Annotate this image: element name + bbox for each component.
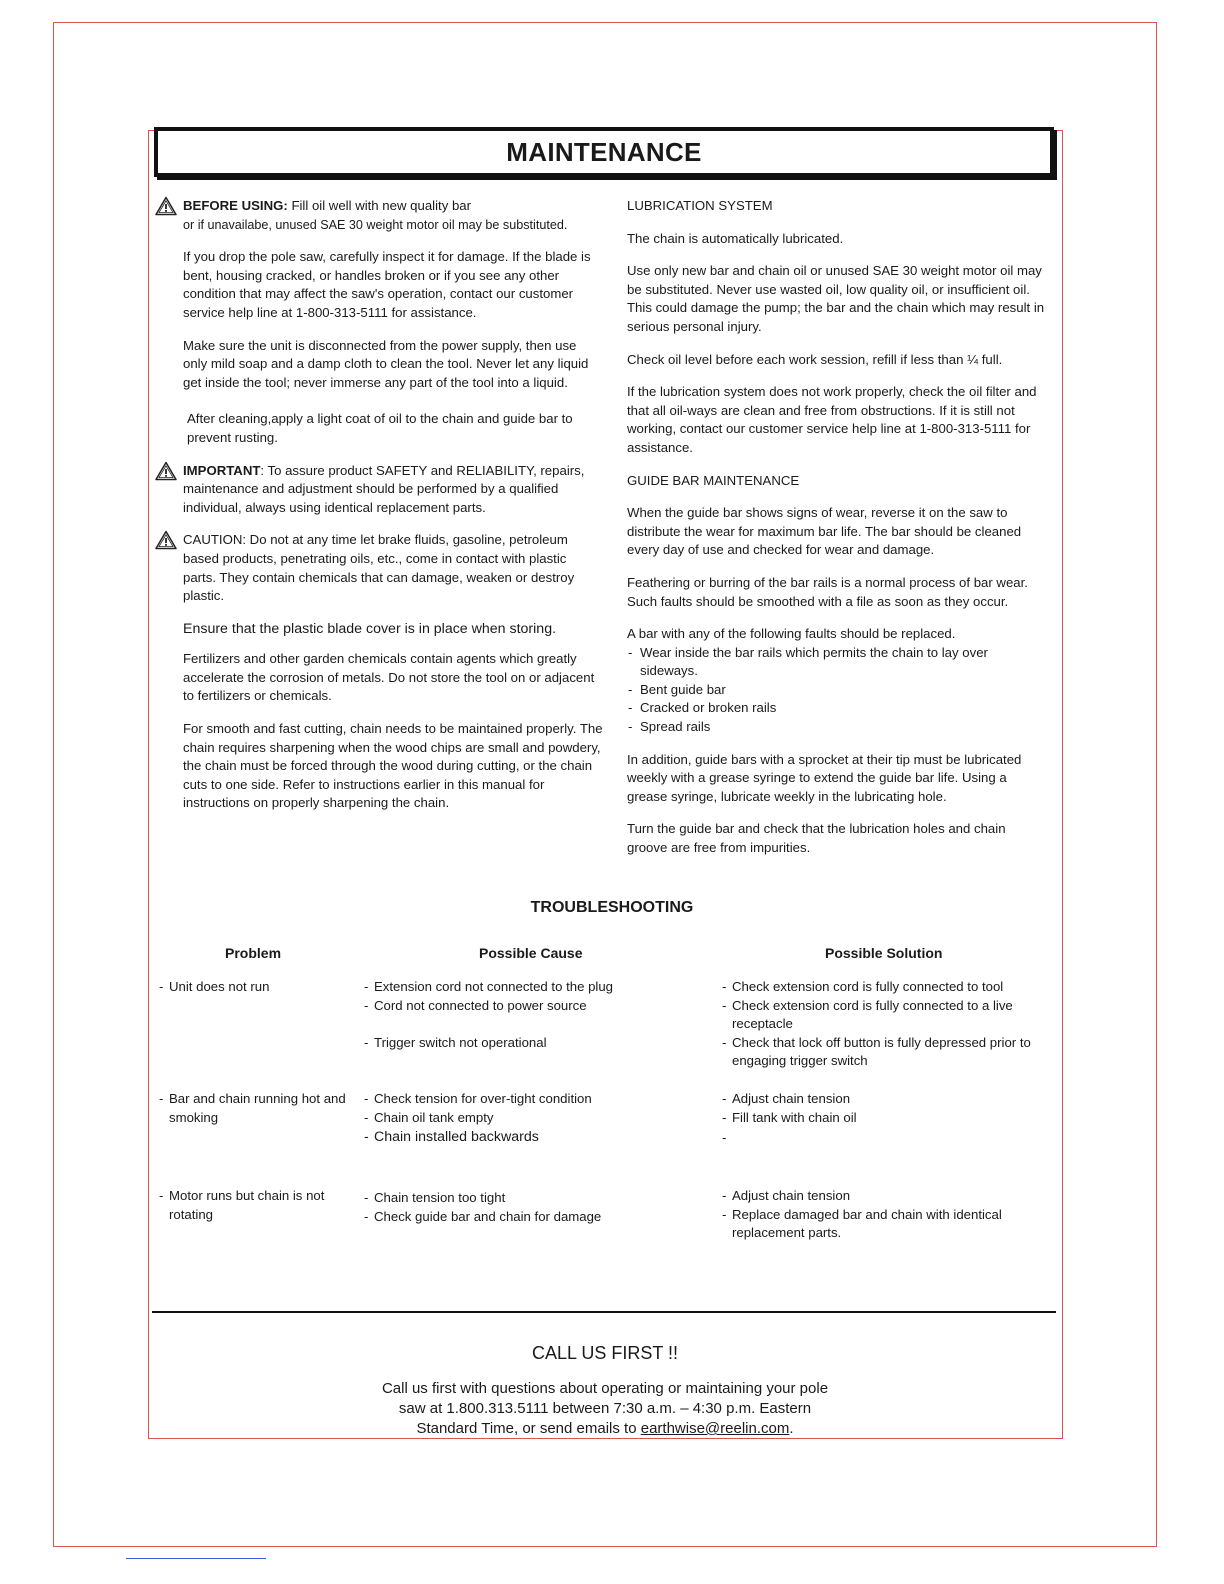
sprocket-text: In addition, guide bars with a sprocket at their tip must be lubricated weekly with a grease syringe to extend the guide bar life. Using a grease syringe, lubricate weekly in the lubricating hole.	[627, 751, 1022, 804]
problem-text: - Bar and chain running hot and smoking	[158, 1090, 348, 1127]
disconnect-paragraph: Make sure the unit is disconnected from the power supply, then use only mild soap and a damp cloth to clean the tool. Never let any liquid get inside the tool; never immerse any part of the tool into a liquid.	[183, 337, 589, 390]
solution-header: Possible Solution	[825, 945, 943, 961]
page-title: MAINTENANCE	[154, 127, 1054, 177]
table-row-problem	[158, 1187, 348, 1224]
table-row-problem	[158, 1090, 348, 1127]
use-only-oil-text: Use only new bar and chain oil or unused SAE 30 weight motor oil may be substituted. Never use wasted oil, low quality oil, or insufficient oil. This could damage the pump; the bar and the chain which may result in serious personal injury.	[627, 263, 1045, 334]
solution-item: - Adjust chain tension	[721, 1187, 1031, 1206]
fertilizer-paragraph: Fertilizers and other garden chemicals contain agents which greatly accelerate the corrosion of metals. Do not store the tool on or adjacent to fertilizers or chemicals.	[183, 651, 595, 704]
table-row-solutions	[721, 978, 1031, 1071]
solution-item: - Fill tank with chain oil	[721, 1109, 1031, 1128]
smooth-cutting-paragraph: For smooth and fast cutting, chain needs to be maintained properly. The chain requires sharpening when the wood chips are small and powdery, the chain must be forced through the wood during cutting, or the chain cuts to one side. Refer to instructions earlier in this manual for instructions on properly sharpening the chain.	[183, 721, 603, 811]
check-oil-text: Check oil level before each work session, refill if less than ¼ full.	[627, 351, 1003, 367]
problem-header: Problem	[225, 945, 282, 961]
solution-item	[721, 1129, 1031, 1148]
table-row-causes	[363, 978, 693, 1052]
table-row-solutions	[721, 1187, 1031, 1243]
cause-item: - Check guide bar and chain for damage	[363, 1208, 693, 1227]
cause-item: - Cord not connected to power source	[363, 997, 693, 1016]
important-note	[155, 462, 603, 518]
important-label: IMPORTANT	[183, 462, 261, 478]
solution-item: - Adjust chain tension	[721, 1090, 1031, 1109]
guide-bar-heading: GUIDE BAR MAINTENANCE	[627, 472, 800, 488]
call-us-first-text	[370, 1379, 840, 1439]
lubrication-heading: LUBRICATION SYSTEM	[627, 198, 773, 213]
auto-lubrication-text: The chain is automatically lubricated.	[627, 230, 844, 246]
solution-item: - Replace damaged bar and chain with identical replacement parts.	[721, 1206, 1031, 1243]
lubrication-fault-text: If the lubrication system does not work properly, check the oil filter and that all oil-ways are clean and free from obstructions. If it is still not working, contact our customer service help line at 1-800-313-5111 for assistance.	[627, 384, 1037, 455]
right-column	[627, 197, 1047, 858]
after-cleaning-paragraph: After cleaning,apply a light coat of oil to the chain and guide bar to prevent rusting.	[187, 411, 573, 445]
problem-text: - Unit does not run	[158, 978, 348, 997]
table-row-causes	[363, 1090, 693, 1147]
call-us-first-title: CALL US FIRST !!	[531, 1343, 679, 1363]
section-divider	[152, 1311, 1056, 1313]
feathering-text: Feathering or burring of the bar rails is a normal process of bar wear. Such faults should be smoothed with a file as soon as they occur.	[627, 574, 1028, 609]
call-text-body: Call us first with questions about operating or maintaining your pole saw at 1.800.313.5111 between 7:30 a.m. – 4:30 p.m. Eastern Standard Time, or send emails to	[381, 1380, 829, 1437]
list-item: - Wear inside the bar rails which permits the chain to lay over sideways.	[627, 644, 1047, 681]
cause-item: - Chain oil tank empty	[363, 1109, 693, 1128]
before-using-line1: Fill oil well with new quality bar	[287, 198, 472, 213]
cause-item: - Trigger switch not operational	[363, 1034, 693, 1053]
cause-item: - Check tension for over-tight condition	[363, 1090, 693, 1109]
left-column	[155, 197, 603, 813]
before-using-note	[155, 197, 603, 234]
call-text-period: .	[789, 1420, 794, 1437]
faults-intro: A bar with any of the following faults should be replaced.	[627, 626, 956, 642]
list-item: - Spread rails	[627, 718, 1047, 737]
caution-note	[155, 531, 603, 605]
solution-item: - Check that lock off button is fully depressed prior to engaging trigger switch	[721, 1034, 1031, 1071]
faults-list	[627, 644, 1047, 737]
warning-icon	[155, 196, 177, 216]
cause-item: - Extension cord not connected to the plug	[363, 978, 693, 997]
problem-text: - Motor runs but chain is not rotating	[158, 1187, 348, 1224]
footer-underline	[126, 1558, 266, 1559]
list-item: - Bent guide bar	[627, 681, 1047, 700]
cause-header: Possible Cause	[479, 945, 583, 961]
drop-paragraph: If you drop the pole saw, carefully inspect it for damage. If the blade is bent, housing cracked, or handles broken or if you see any other condition that may affect the saw's operation, contact our customer service help line at 1-800-313-5111 for assistance.	[183, 249, 591, 320]
turn-bar-text: Turn the guide bar and check that the lubrication holes and chain groove are free from impurities.	[627, 821, 1006, 856]
ensure-paragraph: Ensure that the plastic blade cover is in place when storing.	[183, 620, 557, 637]
list-item: - Cracked or broken rails	[627, 699, 1047, 718]
troubleshooting-title: TROUBLESHOOTING	[530, 899, 694, 916]
table-row-problem	[158, 978, 348, 997]
before-using-label: BEFORE USING:	[183, 198, 288, 213]
table-row-solutions	[721, 1090, 1031, 1148]
before-using-line2: or if unavailabe, unused SAE 30 weight motor oil may be substituted.	[183, 217, 568, 232]
email-link[interactable]: earthwise@reelin.com	[640, 1420, 790, 1437]
cause-item: - Chain tension too tight	[363, 1189, 693, 1208]
important-text: : To assure product SAFETY and RELIABILITY, repairs, maintenance and adjustment should be performed by a qualified individual, always using identical replacement parts.	[183, 462, 585, 515]
solution-item: - Check extension cord is fully connected to a live receptacle	[721, 997, 1031, 1034]
table-row-causes	[363, 1189, 693, 1226]
cause-item: - Chain installed backwards	[363, 1128, 693, 1147]
guide-bar-wear-text: When the guide bar shows signs of wear, reverse it on the saw to distribute the wear for maximum bar life. The bar should be cleaned every day of use and checked for wear and damage.	[627, 505, 1022, 558]
solution-item: - Check extension cord is fully connected to tool	[721, 978, 1031, 997]
warning-icon	[155, 530, 177, 550]
caution-text: CAUTION: Do not at any time let brake fluids, gasoline, petroleum based products, penetrating oils, etc., come in contact with plastic parts. They contain chemicals that can damage, weaken or destroy plastic.	[183, 532, 575, 604]
warning-icon	[155, 461, 177, 481]
